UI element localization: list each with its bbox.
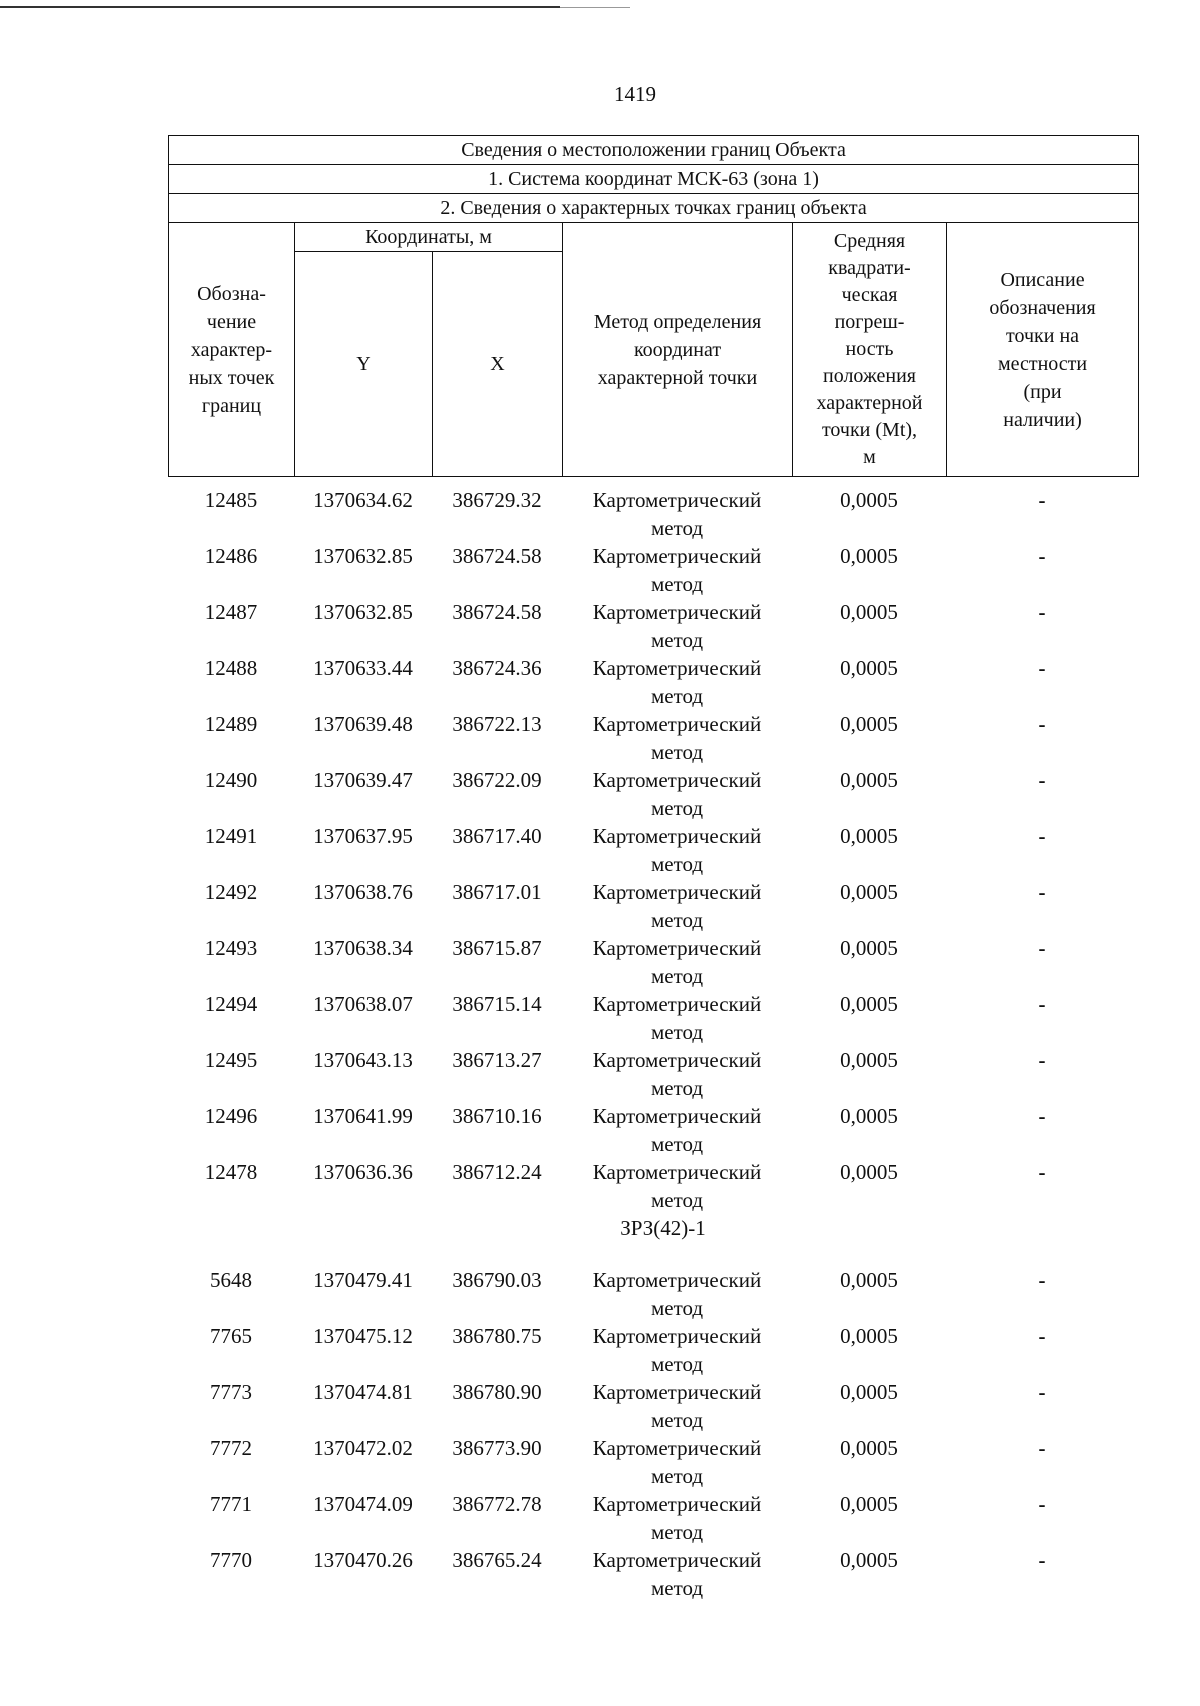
error-mt: 0,0005 bbox=[840, 1104, 898, 1128]
method: Картометрический метод bbox=[592, 656, 762, 708]
error-mt: 0,0005 bbox=[840, 1492, 898, 1516]
point-id: 12487 bbox=[204, 600, 258, 624]
table-row bbox=[168, 1102, 1138, 1158]
description: - bbox=[1038, 1048, 1046, 1072]
coord-y: 1370636.36 bbox=[313, 1160, 413, 1184]
error-mt: 0,0005 bbox=[840, 1436, 898, 1460]
coord-y: 1370639.48 bbox=[313, 712, 413, 736]
error-mt: 0,0005 bbox=[840, 1324, 898, 1348]
table-row bbox=[168, 654, 1138, 710]
points-title: 2. Сведения о характерных точках границ объекта bbox=[169, 194, 1139, 223]
description: - bbox=[1038, 712, 1046, 736]
scan-edge-line bbox=[0, 6, 560, 8]
coord-y: 1370639.47 bbox=[313, 768, 413, 792]
error-mt: 0,0005 bbox=[840, 880, 898, 904]
method: Картометрический метод bbox=[592, 768, 762, 820]
description: - bbox=[1038, 1160, 1046, 1184]
coord-x: 386765.24 bbox=[452, 1548, 542, 1572]
method: Картометрический метод bbox=[592, 1268, 762, 1320]
coord-x: 386715.87 bbox=[452, 936, 542, 960]
table-row bbox=[168, 766, 1138, 822]
coord-y: 1370638.76 bbox=[313, 880, 413, 904]
coord-y: 1370638.34 bbox=[313, 936, 413, 960]
point-id: 7770 bbox=[210, 1548, 252, 1572]
point-id: 12495 bbox=[204, 1048, 258, 1072]
coord-x: 386724.58 bbox=[452, 600, 542, 624]
coord-x: 386773.90 bbox=[452, 1436, 542, 1460]
method: Картометрический метод bbox=[592, 936, 762, 988]
point-id: 7772 bbox=[210, 1436, 252, 1460]
error-mt: 0,0005 bbox=[840, 544, 898, 568]
point-id: 7773 bbox=[210, 1380, 252, 1404]
coord-y: 1370641.99 bbox=[313, 1104, 413, 1128]
error-mt: 0,0005 bbox=[840, 768, 898, 792]
coord-x: 386780.90 bbox=[452, 1380, 542, 1404]
table-row bbox=[168, 990, 1138, 1046]
table-row bbox=[168, 1266, 1138, 1322]
coord-x: 386780.75 bbox=[452, 1324, 542, 1348]
method: Картометрический метод bbox=[592, 824, 762, 876]
section-title: ЗРЗ(42)-1 bbox=[620, 1216, 706, 1240]
error-mt: 0,0005 bbox=[840, 1548, 898, 1572]
point-id: 12493 bbox=[204, 936, 258, 960]
point-id: 12485 bbox=[204, 488, 258, 512]
description: - bbox=[1038, 936, 1046, 960]
method: Картометрический метод bbox=[592, 1548, 762, 1600]
description: - bbox=[1038, 1380, 1046, 1404]
coord-x: 386724.36 bbox=[452, 656, 542, 680]
table-row bbox=[168, 710, 1138, 766]
error-mt: 0,0005 bbox=[840, 1268, 898, 1292]
description: - bbox=[1038, 1548, 1046, 1572]
table-row bbox=[168, 486, 1138, 542]
coord-x: 386772.78 bbox=[452, 1492, 542, 1516]
description: - bbox=[1038, 600, 1046, 624]
coord-y: 1370643.13 bbox=[313, 1048, 413, 1072]
error-mt: 0,0005 bbox=[840, 488, 898, 512]
coord-y: 1370637.95 bbox=[313, 824, 413, 848]
method: Картометрический метод bbox=[592, 1160, 762, 1212]
coord-y: 1370633.44 bbox=[313, 656, 413, 680]
table-row bbox=[168, 542, 1138, 598]
col-point-id: Обозна- чение характер- ных точек границ bbox=[169, 223, 295, 477]
data-rows bbox=[168, 486, 1138, 1602]
coord-y: 1370634.62 bbox=[313, 488, 413, 512]
coord-x: 386729.32 bbox=[452, 488, 542, 512]
point-id: 7765 bbox=[210, 1324, 252, 1348]
col-x: X bbox=[433, 252, 563, 477]
coord-y: 1370632.85 bbox=[313, 544, 413, 568]
point-id: 12488 bbox=[204, 656, 258, 680]
page-number: 1419 bbox=[614, 82, 656, 106]
coord-y: 1370472.02 bbox=[313, 1436, 413, 1460]
point-id: 12492 bbox=[204, 880, 258, 904]
coord-y: 1370474.81 bbox=[313, 1380, 413, 1404]
description: - bbox=[1038, 1324, 1046, 1348]
description: - bbox=[1038, 1492, 1046, 1516]
coord-x: 386717.40 bbox=[452, 824, 542, 848]
description: - bbox=[1038, 488, 1046, 512]
method: Картометрический метод bbox=[592, 488, 762, 540]
description: - bbox=[1038, 1268, 1046, 1292]
point-id: 12490 bbox=[204, 768, 258, 792]
point-id: 12489 bbox=[204, 712, 258, 736]
error-mt: 0,0005 bbox=[840, 712, 898, 736]
header-table bbox=[168, 135, 1139, 477]
col-y: Y bbox=[295, 252, 433, 477]
col-description: Описание обозначения точки на местности (при наличии) bbox=[947, 223, 1139, 477]
method: Картометрический метод bbox=[592, 1380, 762, 1432]
point-id: 12491 bbox=[204, 824, 258, 848]
description: - bbox=[1038, 992, 1046, 1016]
table-row bbox=[168, 598, 1138, 654]
error-mt: 0,0005 bbox=[840, 600, 898, 624]
table-row bbox=[168, 822, 1138, 878]
header-title: Сведения о местоположении границ Объекта bbox=[169, 136, 1139, 165]
section-heading-row bbox=[168, 1214, 1138, 1266]
col-coordinates: Координаты, м bbox=[295, 223, 563, 252]
coord-y: 1370638.07 bbox=[313, 992, 413, 1016]
method: Картометрический метод bbox=[592, 712, 762, 764]
error-mt: 0,0005 bbox=[840, 992, 898, 1016]
table-row bbox=[168, 1322, 1138, 1378]
coord-x: 386722.13 bbox=[452, 712, 542, 736]
method: Картометрический метод bbox=[592, 544, 762, 596]
point-id: 7771 bbox=[210, 1492, 252, 1516]
coord-y: 1370470.26 bbox=[313, 1548, 413, 1572]
point-id: 5648 bbox=[210, 1268, 252, 1292]
table-row bbox=[168, 1490, 1138, 1546]
point-id: 12496 bbox=[204, 1104, 258, 1128]
coord-x: 386713.27 bbox=[452, 1048, 542, 1072]
method: Картометрический метод bbox=[592, 1492, 762, 1544]
method: Картометрический метод bbox=[592, 1436, 762, 1488]
table-row bbox=[168, 934, 1138, 990]
error-mt: 0,0005 bbox=[840, 1048, 898, 1072]
description: - bbox=[1038, 824, 1046, 848]
error-mt: 0,0005 bbox=[840, 656, 898, 680]
description: - bbox=[1038, 768, 1046, 792]
coord-x: 386710.16 bbox=[452, 1104, 542, 1128]
description: - bbox=[1038, 880, 1046, 904]
col-method: Метод определения координат характерной точки bbox=[563, 223, 793, 477]
coord-x: 386712.24 bbox=[452, 1160, 542, 1184]
coord-y: 1370475.12 bbox=[313, 1324, 413, 1348]
method: Картометрический метод bbox=[592, 880, 762, 932]
method: Картометрический метод bbox=[592, 1324, 762, 1376]
method: Картометрический метод bbox=[592, 1104, 762, 1156]
coordinate-system: 1. Система координат МСК-63 (зона 1) bbox=[169, 165, 1139, 194]
table-row bbox=[168, 878, 1138, 934]
point-id: 12486 bbox=[204, 544, 258, 568]
method: Картометрический метод bbox=[592, 600, 762, 652]
error-mt: 0,0005 bbox=[840, 1380, 898, 1404]
description: - bbox=[1038, 1104, 1046, 1128]
description: - bbox=[1038, 1436, 1046, 1460]
point-id: 12494 bbox=[204, 992, 258, 1016]
method: Картометрический метод bbox=[592, 992, 762, 1044]
coord-y: 1370479.41 bbox=[313, 1268, 413, 1292]
coord-y: 1370632.85 bbox=[313, 600, 413, 624]
coord-y: 1370474.09 bbox=[313, 1492, 413, 1516]
coord-x: 386724.58 bbox=[452, 544, 542, 568]
scan-edge-line-faint bbox=[560, 7, 630, 8]
table-row bbox=[168, 1546, 1138, 1602]
description: - bbox=[1038, 544, 1046, 568]
coord-x: 386717.01 bbox=[452, 880, 542, 904]
table-row bbox=[168, 1158, 1138, 1214]
coord-x: 386722.09 bbox=[452, 768, 542, 792]
point-id: 12478 bbox=[204, 1160, 258, 1184]
col-error: Средняя квадрати- ческая погреш- ность положения характерной точки (Mt), м bbox=[793, 223, 947, 477]
coord-x: 386790.03 bbox=[452, 1268, 542, 1292]
method: Картометрический метод bbox=[592, 1048, 762, 1100]
description: - bbox=[1038, 656, 1046, 680]
table-row bbox=[168, 1378, 1138, 1434]
error-mt: 0,0005 bbox=[840, 936, 898, 960]
error-mt: 0,0005 bbox=[840, 824, 898, 848]
table-row bbox=[168, 1434, 1138, 1490]
error-mt: 0,0005 bbox=[840, 1160, 898, 1184]
coord-x: 386715.14 bbox=[452, 992, 542, 1016]
table-row bbox=[168, 1046, 1138, 1102]
